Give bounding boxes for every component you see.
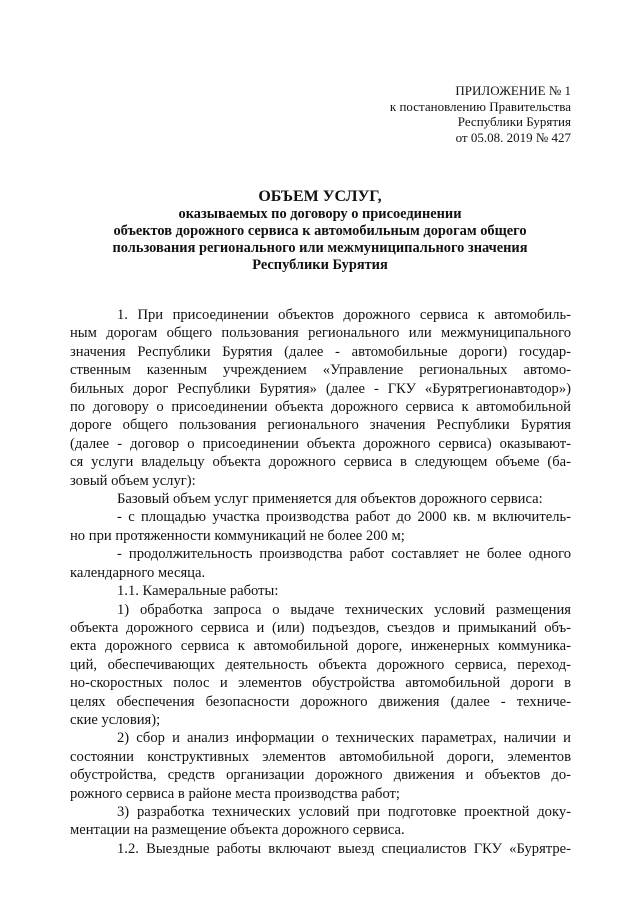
body-line: но-скоростных полос и элементов обустройства автомобильной дороги в (70, 675, 571, 692)
body-line: 1. При присоединении объектов дорожного сервиса к автомобиль- (117, 307, 571, 323)
body-line: 1.2. Выездные работы включают выезд специалистов ГКУ «Бурятре- (117, 840, 571, 857)
body-line: ментации на размещение объекта дорожного сервиса. (70, 822, 405, 839)
title-line: пользования регионального или межмуниципального значения (112, 240, 528, 256)
body-line: состоянии конструктивных элементов автомобильной дороги, элементов (70, 748, 571, 765)
title-line: Республики Бурятия (252, 257, 388, 273)
body-line: рожного сервиса в районе места производства работ; (70, 785, 400, 802)
body-line: ным дорогам общего пользования регионального или межмуниципального (70, 325, 571, 342)
body-line: дороге общего пользования регионального значения Республики Бурятия (70, 417, 571, 434)
body-line: ские условия); (70, 711, 161, 728)
body-line: обустройства, средств организации дорожного движения и объектов до- (70, 767, 571, 784)
appendix-region: Республики Бурятия (457, 114, 571, 129)
body-line: бильных дорог Республики Бурятия» (далее - ГКУ «Бурятрегионавтодор») (70, 380, 571, 397)
body-line: ственным казенным учреждением «Управление региональных автомо- (70, 362, 571, 379)
body-line: по договору о присоединении объекта дорожного сервиса к автомобильной (70, 399, 571, 416)
title-line: объектов дорожного сервиса к автомобильным дорогам общего (113, 223, 527, 239)
body-line: но при протяженности коммуникаций не более 200 м; (70, 527, 405, 544)
body-line: - с площадью участка производства работ до 2000 кв. м включитель- (117, 509, 571, 526)
body-line: 3) разработка технических условий при подготовке проектной доку- (117, 803, 571, 820)
appendix-reference: к постановлению Правительства (389, 98, 571, 114)
title-line: оказываемых по договору о присоединении (178, 206, 462, 222)
body-line: значения Республики Бурятия (далее - автомобильные дороги) государ- (70, 343, 571, 360)
document-body (70, 306, 571, 858)
body-line: 2) сбор и анализ информации о технических параметрах, наличии и (117, 730, 571, 747)
body-line: ся услуги владельцу объекта дорожного сервиса в следующем объеме (ба- (70, 454, 571, 471)
body-line: ций, обеспечивающих деятельность объекта дорожного сервиса, переход- (70, 656, 571, 673)
body-line: объекта дорожного сервиса и (или) подъездов, съездов и примыканий объ- (70, 619, 571, 636)
body-line: календарного месяца. (70, 564, 206, 581)
body-line: целях обеспечения безопасности дорожного движения (далее - техниче- (70, 693, 571, 710)
body-line: екта дорожного сервиса к автомобильной дороге, инженерных коммуника- (70, 638, 571, 655)
title-heading: ОБЪЕМ УСЛУГ, (258, 188, 382, 205)
appendix-header (291, 83, 571, 145)
appendix-date-number: от 05.08. 2019 № 427 (455, 129, 571, 145)
body-line: Базовый объем услуг применяется для объектов дорожного сервиса: (117, 491, 543, 508)
body-line: зовый объем услуг): (70, 472, 196, 489)
body-line: - продолжительность производства работ составляет не более одного (117, 546, 571, 563)
body-line: 1) обработка запроса о выдаче технических условий размещения (117, 601, 571, 618)
body-line: 1.1. Камеральные работы: (117, 583, 279, 600)
body-line: (далее - договор о присоединении объекта дорожного сервиса) оказывают- (70, 435, 571, 452)
document-title (70, 187, 570, 274)
appendix-number: ПРИЛОЖЕНИЕ № 1 (455, 83, 571, 98)
